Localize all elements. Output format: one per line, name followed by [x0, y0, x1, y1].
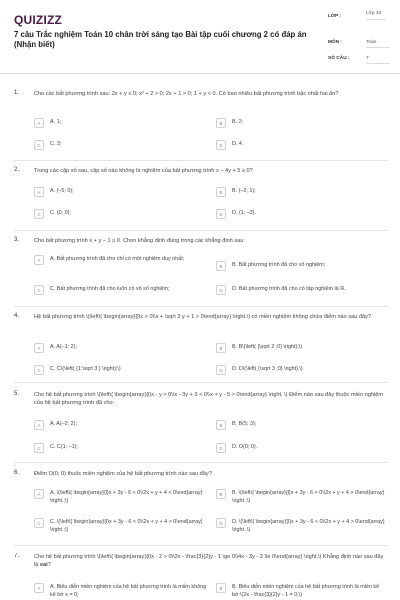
option-key: D — [216, 443, 226, 453]
question-4 — [14, 313, 388, 377]
option-c[interactable] — [34, 285, 170, 295]
option-a[interactable] — [34, 187, 74, 197]
subject-value: Toán — [366, 40, 390, 48]
option-text: A. Biểu diễn miền nghiệm của hệ bất phương trình là miền không kể bờ x = 0; — [50, 584, 207, 598]
option-text: C. C\(\left( {1;\sqrt 3 } \right);\) — [50, 366, 121, 372]
option-key: C — [34, 140, 44, 150]
question-number: 4. — [14, 313, 20, 319]
question-3 — [14, 237, 388, 301]
question-text-end: ? — [47, 562, 51, 568]
option-key: A — [34, 489, 44, 499]
question-text-emphasis: sai — [39, 562, 48, 568]
option-key: A — [34, 420, 44, 430]
question-text-main: Cho hệ bất phương trình \(\left\{ \begin{array}{l}x - 2 > 0\\2x - \frac{3}{2}y - 1 \ge 0\\4x - 3y - 2 \le 0\end{array} \right.\) Khẳng định nào sau đây là — [34, 554, 384, 568]
question-number: 1. — [14, 90, 20, 96]
question-number: 7. — [14, 553, 20, 559]
option-text: B. (–2; 1); — [232, 188, 256, 194]
option-a[interactable] — [34, 255, 214, 265]
option-a[interactable] — [34, 118, 61, 128]
option-d[interactable] — [216, 365, 303, 375]
option-text: B. B\(\left( {\sqrt 2 ;0} \right);\) — [232, 344, 303, 350]
option-c[interactable] — [34, 443, 78, 453]
option-b[interactable] — [216, 118, 243, 128]
option-text: B. 2; — [232, 119, 244, 125]
option-text: C. C(1; –1); — [50, 444, 78, 450]
option-key: C — [34, 209, 44, 219]
page-title: 7 câu Trắc nghiệm Toán 10 chân trời sáng tạo Bài tập cuối chương 2 có đáp án (Nhận biết) — [14, 30, 307, 49]
option-text: A. A(–2; 2); — [50, 421, 77, 427]
count-label: SỐ CÂU : — [328, 56, 350, 61]
question-number: 2. — [14, 167, 20, 173]
option-text: A. Bất phương trình đã cho chỉ có một nghiệm duy nhất; — [50, 256, 185, 262]
grade-label: LỚP : — [328, 14, 342, 19]
question-6 — [14, 470, 388, 544]
option-key: B — [216, 583, 226, 593]
option-c[interactable] — [34, 209, 71, 219]
option-b[interactable] — [216, 343, 302, 353]
question-text — [34, 553, 386, 569]
option-a[interactable] — [34, 420, 77, 430]
option-key: D — [216, 285, 226, 295]
option-text: A. 1; — [50, 119, 62, 125]
question-2 — [14, 167, 388, 225]
option-d[interactable] — [216, 518, 388, 534]
option-text: C. \(\left\{ \begin{array}{l}x + 3y - 6 < 0\\2x + y + 4 > 0\end{array} \right.;\) — [50, 519, 203, 533]
option-key: B — [216, 489, 226, 499]
divider — [14, 462, 388, 463]
option-text: A. (–5; 0); — [50, 188, 74, 194]
question-text: Cho các bất phương trình sau: 2x + y ≤ 0; x² + 2 > 0; 2x + 1 > 0; 1 + y < 0. Có bao nhiêu bất phương trình bậc nhất hai ẩn? — [34, 91, 339, 97]
divider — [14, 230, 388, 231]
divider — [14, 160, 388, 161]
option-c[interactable] — [34, 518, 212, 534]
option-key: C — [34, 365, 44, 375]
option-key: B — [216, 261, 226, 271]
option-b[interactable] — [216, 187, 256, 197]
option-b[interactable] — [216, 420, 256, 430]
option-key: A — [34, 255, 44, 265]
option-b[interactable] — [216, 489, 388, 505]
option-key: C — [34, 443, 44, 453]
option-d[interactable] — [216, 443, 257, 453]
document-header — [0, 0, 400, 74]
question-number: 3. — [14, 237, 20, 243]
option-text: D. 4. — [232, 141, 244, 147]
question-1 — [14, 90, 388, 154]
option-key: A — [34, 343, 44, 353]
quizizz-logo: QUIZIZZ — [14, 13, 63, 27]
option-key: D — [216, 518, 226, 528]
option-d[interactable] — [216, 140, 243, 150]
question-text: Hệ bất phương trình \(\left\{ \begin{array}{l}x > 0\\x + \sqrt 3 y + 1 > 0\end{array} \right.\) có miền nghiệm không chứa điểm nào sau đây? — [34, 314, 372, 320]
option-d[interactable] — [216, 209, 256, 219]
option-text: D. D\(\left( {\sqrt 3 ;0} \right).\) — [232, 366, 303, 372]
option-text: B. B(5; 3); — [232, 421, 257, 427]
option-text: D. \(\left\{ \begin{array}{l}x + 3y - 6 < 0\\2x + y + 4 > 0\end{array} \right..\) — [232, 519, 385, 533]
option-key: D — [216, 140, 226, 150]
option-text: C. 3; — [50, 141, 62, 147]
divider — [14, 545, 388, 546]
option-text: D. (1; –3). — [232, 210, 256, 216]
question-number: 6. — [14, 470, 20, 476]
option-text: A. \(\left\{ \begin{array}{l}x + 3y - 6 < 0\\2x + y + 4 < 0\end{array} \right.;\) — [50, 490, 203, 504]
option-key: B — [216, 420, 226, 430]
question-text: Cho bất phương trình x + y – 1 ≥ 0. Chọn khẳng định đúng trong các khẳng định sau: — [34, 238, 245, 244]
question-7 — [14, 553, 388, 600]
option-text: B. \(\left\{ \begin{array}{l}x + 3y - 6 > 0\\2x + y + 4 > 0\end{array} \right.;\) — [232, 490, 385, 504]
option-key: A — [34, 187, 44, 197]
grade-value: Lớp 10 — [366, 10, 386, 20]
option-key: C — [34, 285, 44, 295]
option-key: D — [216, 365, 226, 375]
option-key: D — [216, 209, 226, 219]
option-text: D. Bất phương trình đã cho có tập nghiệm là ℝ. — [232, 286, 346, 292]
option-key: C — [34, 518, 44, 528]
option-d[interactable] — [216, 285, 346, 295]
option-text: C. Bất phương trình đã cho luôn có vô số nghiệm; — [50, 286, 170, 292]
question-text: Cho hệ bất phương trình \(\left\{ \begin{array}{l}x - y > 0\\x - 3y + 3 < 0\\x + y - 5 > 0\end{array} \right. \) Điểm nào sau đây thuộc miền nghiệm của hệ bất phương trình đã cho: — [34, 392, 383, 406]
option-key: A — [34, 118, 44, 128]
question-text: Trong các cặp số sau, cặp số nào không là nghiệm của bất phương trình x – 4y + 5 ≥ 0? — [34, 168, 253, 174]
question-number: 5. — [14, 391, 20, 397]
option-a[interactable] — [34, 489, 212, 505]
option-key: A — [34, 583, 44, 593]
subject-label: MÔN : — [328, 40, 343, 45]
divider — [14, 306, 388, 307]
option-text: C. (0; 0); — [50, 210, 71, 216]
option-a[interactable] — [34, 583, 212, 599]
option-b[interactable] — [216, 583, 388, 599]
option-text: B. Bất phương trình đã cho vô nghiệm; — [232, 262, 326, 268]
count-value: 7 — [366, 56, 390, 64]
option-text: A. A(–1; 2); — [50, 344, 77, 350]
option-text: D. O(0; 0). — [232, 444, 258, 450]
option-key: B — [216, 118, 226, 128]
question-5 — [14, 391, 388, 455]
option-c[interactable] — [34, 140, 61, 150]
option-c[interactable] — [34, 365, 121, 375]
option-key: B — [216, 187, 226, 197]
option-b[interactable] — [216, 261, 325, 271]
question-text: Điểm O(0; 0) thuộc miền nghiệm của hệ bất phương trình nào sau đây? — [34, 471, 212, 477]
option-key: B — [216, 343, 226, 353]
divider — [14, 382, 388, 383]
option-text: B. Biểu diễn miền nghiệm của hệ bất phương trình là miền kể bờ \(2x - \frac{3}{2}y - 1 = 0;\) — [232, 584, 380, 598]
option-a[interactable] — [34, 343, 77, 353]
